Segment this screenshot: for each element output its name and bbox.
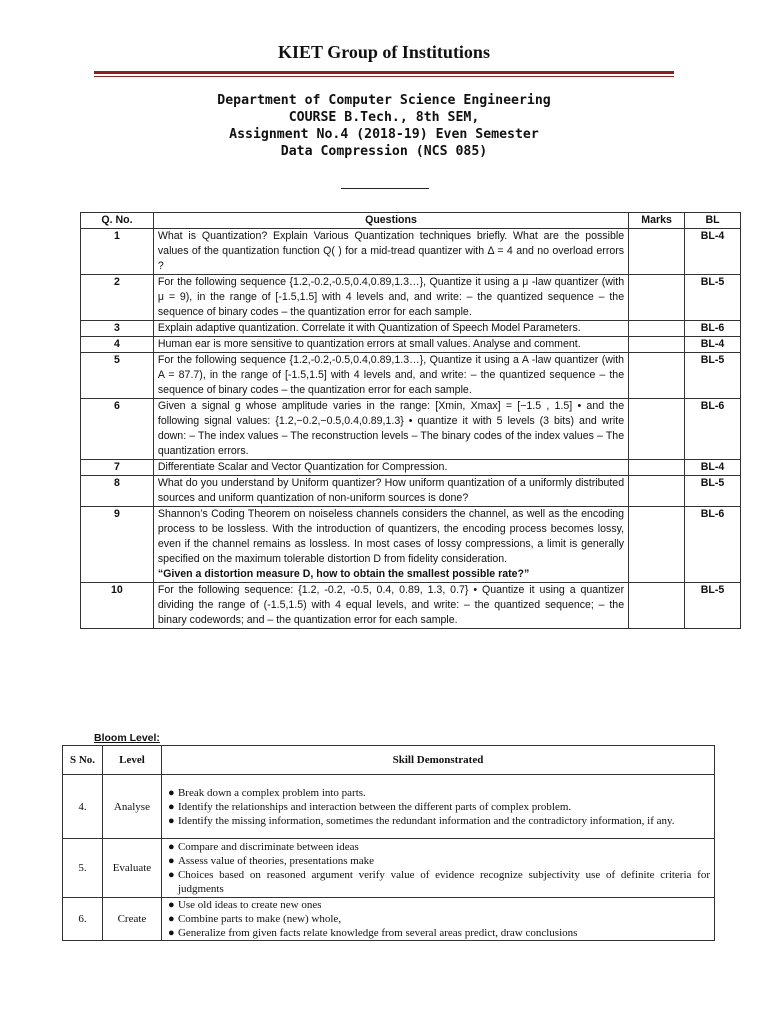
bloom-table (62, 745, 715, 941)
question-row (81, 337, 741, 353)
column-header-skill: Skill Demonstrated (161, 746, 714, 775)
question-row (81, 275, 741, 321)
skill-item: ● Combine parts to make (new) whole, (167, 913, 342, 925)
bloom-skills (161, 898, 714, 941)
bloom-skills (161, 775, 714, 839)
bloom-row (63, 898, 715, 941)
question-text: Explain adaptive quantization. Correlate it with Quantization of Speech Model Parameters. (153, 321, 628, 337)
question-row (81, 353, 741, 399)
question-number: 5 (81, 353, 154, 399)
bloom-number: 4. (63, 775, 103, 839)
skill-item: ● Identify the relationships and interaction between the different parts of complex problem. (167, 800, 572, 813)
question-text-cell (153, 507, 628, 583)
course-line: COURSE B.Tech., 8th SEM, (288, 110, 480, 125)
question-bl: BL-6 (685, 321, 741, 337)
question-row (81, 507, 741, 583)
bloom-row (63, 839, 715, 898)
column-header-qno: Q. No. (81, 213, 154, 229)
question-bl: BL-5 (685, 476, 741, 507)
question-text: Shannon’s Coding Theorem on noiseless channels considers the channel, as well as the encoding process to be lossless. With the introduction of quantizers, the encoding process becomes lossy, even if the channel remains as lossless. In most cases of lossy compressions, a limit is generally specified on the maximum tolerable distortion D from fidelity consideration. (157, 508, 625, 565)
question-bl: BL-5 (685, 353, 741, 399)
question-number: 2 (81, 275, 154, 321)
bullet-icon: ● (167, 913, 175, 925)
question-marks (629, 337, 685, 353)
question-bl: BL-5 (685, 583, 741, 629)
question-bl: BL-4 (685, 337, 741, 353)
skill-item: ● Break down a complex problem into parts. (167, 786, 366, 799)
skill-item: ● Assess value of theories, presentations make (167, 855, 375, 867)
question-text: Human ear is more sensitive to quantization errors at small values. Analyse and comment. (153, 337, 628, 353)
bullet-icon: ● (167, 927, 175, 939)
bloom-level: Analyse (102, 775, 161, 839)
question-number: 6 (81, 399, 154, 460)
question-row (81, 476, 741, 507)
questions-table (80, 212, 741, 629)
column-header-marks: Marks (629, 213, 685, 229)
question-quote: “Given a distortion measure D, how to obtain the smallest possible rate?” (157, 568, 530, 580)
question-number: 9 (81, 507, 154, 583)
question-number: 1 (81, 229, 154, 275)
column-header-questions: Questions (153, 213, 628, 229)
question-marks (629, 476, 685, 507)
assignment-line: Assignment No.4 (2018-19) Even Semester (229, 127, 539, 142)
skill-item: ● Choices based on reasoned argument verify value of evidence recognize subjectivity use of definite criteria for judgments (167, 869, 710, 895)
question-bl: BL-6 (685, 507, 741, 583)
bloom-level-heading: Bloom Level: (94, 732, 160, 744)
question-text: Differentiate Scalar and Vector Quantization for Compression. (153, 460, 628, 476)
question-text: What do you understand by Uniform quantizer? How uniform quantization of a uniformly distributed sources and uniform quantization of non-uniform sources is done? (153, 476, 628, 507)
separator-line (341, 188, 429, 189)
bullet-icon: ● (167, 869, 175, 881)
header-rule-thin (94, 76, 674, 77)
bullet-icon: ● (167, 855, 175, 867)
question-number: 4 (81, 337, 154, 353)
bullet-icon: ● (167, 899, 175, 911)
bloom-skills (161, 839, 714, 898)
question-marks (629, 321, 685, 337)
question-text: Given a signal g whose amplitude varies in the range: [Xmin, Xmax] = [−1.5 , 1.5] • and the following signal values: {1.2,−0.2,−0.5,0.4,0.89,1.3} • quantize it with 5 levels (3 bits) and write down: – The index values – The reconstruction levels – The binary codes of the index values – The quantization errors. (153, 399, 628, 460)
question-marks (629, 460, 685, 476)
question-marks (629, 275, 685, 321)
question-marks (629, 229, 685, 275)
column-header-bl: BL (685, 213, 741, 229)
question-bl: BL-4 (685, 460, 741, 476)
skill-item: ● Use old ideas to create new ones (167, 899, 322, 911)
question-text: For the following sequence: {1.2, -0.2, -0.5, 0.4, 0.89, 1.3, 0.7} • Quantize it using a quantizer dividing the range of (-1.5,1.5) with 4 equal levels, and write: – the quantized sequence; – the binary codewords; and – the quantization error for each sample. (153, 583, 628, 629)
bloom-number: 6. (63, 898, 103, 941)
bullet-icon: ● (167, 800, 175, 813)
skill-item: ● Generalize from given facts relate knowledge from several areas predict, draw conclusions (167, 927, 578, 939)
question-bl: BL-6 (685, 399, 741, 460)
question-text: What is Quantization? Explain Various Quantization techniques briefly. What are the possible values of the quantization function Q( ) for a mid-tread quantizer with Δ = 4 and no overload errors ? (153, 229, 628, 275)
question-marks (629, 507, 685, 583)
question-row (81, 229, 741, 275)
bloom-level: Evaluate (102, 839, 161, 898)
question-marks (629, 353, 685, 399)
bullet-icon: ● (167, 841, 175, 853)
question-text: For the following sequence {1.2,-0.2,-0.5,0.4,0.89,1.3…}, Quantize it using a μ -law quantizer (with μ = 9), in the range of [-1.5,1.5] with 4 levels and, and write: – the quantized sequence – the sequence of binary codes – the quantization error for each sample. (153, 275, 628, 321)
question-marks (629, 399, 685, 460)
bloom-number: 5. (63, 839, 103, 898)
subject-line: Data Compression (NCS 085) (280, 144, 488, 159)
question-row (81, 399, 741, 460)
question-number: 10 (81, 583, 154, 629)
course-header (0, 92, 768, 160)
question-number: 8 (81, 476, 154, 507)
column-header-level: Level (102, 746, 161, 775)
question-marks (629, 583, 685, 629)
bloom-level: Create (102, 898, 161, 941)
bullet-icon: ● (167, 786, 175, 799)
bloom-row (63, 775, 715, 839)
question-number: 3 (81, 321, 154, 337)
column-header-sno: S No. (63, 746, 103, 775)
department-line: Department of Computer Science Engineering (217, 93, 551, 108)
question-bl: BL-4 (685, 229, 741, 275)
question-text: For the following sequence {1.2,-0.2,-0.5,0.4,0.89,1.3…}, Quantize it using a A -law quantizer (with A = 87.7), in the range of [-1.5,1.5] with 4 levels and, and write: – the quantized sequence – the sequence of binary codes – the quantization error for each sample. (153, 353, 628, 399)
skill-item: ● Compare and discriminate between ideas (167, 841, 359, 853)
bullet-icon: ● (167, 814, 175, 827)
header-rule-thick (94, 71, 674, 74)
question-row (81, 321, 741, 337)
questions-header-row (81, 213, 741, 229)
bloom-header-row (63, 746, 715, 775)
question-bl: BL-5 (685, 275, 741, 321)
question-row (81, 460, 741, 476)
question-number: 7 (81, 460, 154, 476)
question-row (81, 583, 741, 629)
institution-title: KIET Group of Institutions (278, 42, 490, 62)
skill-item: ● Identify the missing information, sometimes the redundant information and the contradictory information, if any. (167, 814, 675, 827)
